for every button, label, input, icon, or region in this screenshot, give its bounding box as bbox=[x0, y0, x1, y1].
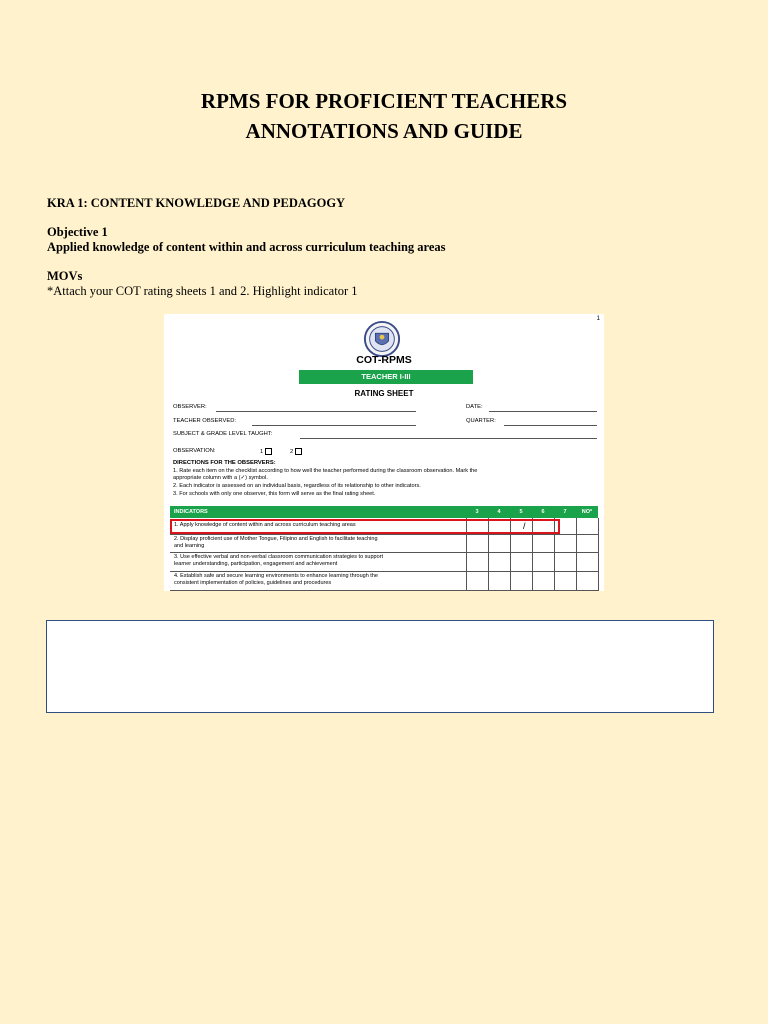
directions-heading: DIRECTIONS FOR THE OBSERVERS: bbox=[173, 460, 276, 466]
col-7: 7 bbox=[563, 509, 567, 515]
date-line bbox=[489, 411, 597, 412]
indicator-2: 2. Display proficient use of Mother Tongue, Filipino and English to facilitate teaching and learning bbox=[174, 536, 378, 549]
grid-line bbox=[598, 518, 599, 591]
observation-2-checkbox bbox=[295, 448, 302, 455]
col-no: NO* bbox=[581, 509, 593, 515]
direction-2: 2. Each indicator is assessed on an individual basis, regardless of its relationship to other indicators. bbox=[173, 483, 421, 489]
col-5: 5 bbox=[519, 509, 523, 515]
grid-line bbox=[576, 518, 577, 591]
subject-line bbox=[300, 438, 597, 439]
observation-2 bbox=[290, 448, 302, 455]
observation-1-checkbox bbox=[265, 448, 272, 455]
indicator-3: 3. Use effective verbal and non-verbal classroom communication strategies to support learner understanding, participation, engagement and achievement bbox=[174, 554, 384, 567]
objective-label: Objective 1 bbox=[47, 225, 108, 239]
table-row bbox=[170, 572, 598, 591]
observation-2-label: 2 bbox=[290, 449, 294, 456]
check-mark: / bbox=[523, 521, 526, 531]
observation-label: OBSERVATION: bbox=[173, 448, 216, 454]
sheet-subtitle: RATING SHEET bbox=[354, 389, 414, 398]
page-title bbox=[0, 86, 768, 146]
direction-1: 1. Rate each item on the checklist according to how well the teacher performed during the classroom observation. Mark the bbox=[173, 468, 478, 474]
objective-text: Applied knowledge of content within and across curriculum teaching areas bbox=[47, 240, 446, 254]
answer-text-box[interactable] bbox=[46, 620, 714, 713]
kra-heading: KRA 1: CONTENT KNOWLEDGE AND PEDAGOGY bbox=[47, 196, 346, 210]
movs-instruction: *Attach your COT rating sheets 1 and 2. Highlight indicator 1 bbox=[47, 284, 358, 298]
quarter-label: QUARTER: bbox=[466, 418, 496, 424]
observer-line bbox=[216, 411, 416, 412]
indicators-header: INDICATORS bbox=[174, 509, 208, 515]
observer-label: OBSERVER: bbox=[173, 404, 207, 410]
col-6: 6 bbox=[541, 509, 545, 515]
deped-seal-icon bbox=[363, 320, 401, 358]
indicator-1-highlight bbox=[170, 519, 560, 534]
sheet-title: COT-RPMS bbox=[356, 354, 412, 366]
observation-1-label: 1 bbox=[260, 449, 264, 456]
table-row bbox=[170, 535, 598, 553]
table-row bbox=[170, 553, 598, 572]
quarter-line bbox=[504, 425, 597, 426]
teacher-observed-line bbox=[252, 425, 416, 426]
observation-1 bbox=[260, 448, 272, 455]
indicator-1: 1. Apply knowledge of content within and across curriculum teaching areas bbox=[174, 522, 356, 528]
title-line-1: RPMS FOR PROFICIENT TEACHERS bbox=[200, 89, 568, 113]
movs-label: MOVs bbox=[47, 269, 83, 283]
col-3: 3 bbox=[475, 509, 479, 515]
cot-rating-sheet-image bbox=[164, 314, 604, 591]
direction-1-cont: appropriate column with a (✓) symbol. bbox=[173, 475, 268, 481]
col-4: 4 bbox=[497, 509, 501, 515]
direction-3: 3. For schools with only one observer, this form will serve as the final rating sheet. bbox=[173, 491, 376, 497]
indicator-4: 4. Establish safe and secure learning environments to enhance learning through the consistent implementation of policies, guidelines and procedures bbox=[174, 573, 378, 586]
sheet-page-number: 1 bbox=[596, 316, 600, 322]
subject-label: SUBJECT & GRADE LEVEL TAUGHT: bbox=[173, 431, 273, 437]
title-line-2: ANNOTATIONS AND GUIDE bbox=[245, 119, 523, 143]
teacher-band: TEACHER I-III bbox=[299, 370, 473, 384]
date-label: DATE: bbox=[466, 404, 483, 410]
teacher-observed-label: TEACHER OBSERVED: bbox=[173, 418, 237, 424]
